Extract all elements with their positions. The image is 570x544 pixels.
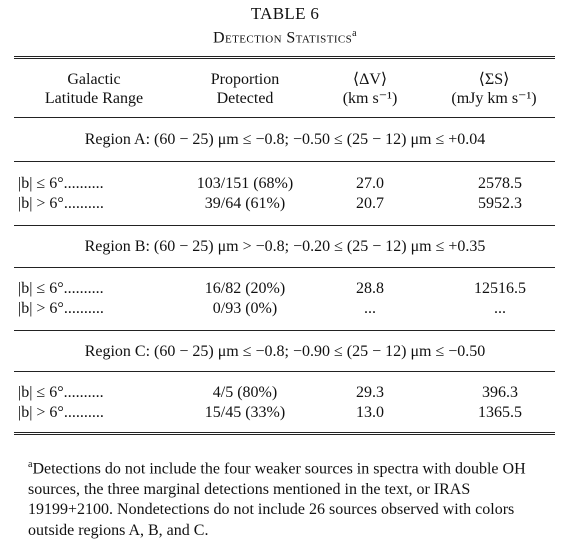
top-rule <box>14 56 555 59</box>
region-b-row1-dv: 28.8 <box>356 280 384 297</box>
region-a-end-rule <box>14 225 555 226</box>
region-c-row2-ss: 1365.5 <box>478 404 522 421</box>
region-c-row1-dv: 29.3 <box>356 384 384 401</box>
footnote-mark: a <box>28 459 33 470</box>
header-proportion-line1: Proportion <box>210 71 280 88</box>
region-b-label: Region B: (60 − 25) μm > −0.8; −0.20 ≤ (25 − 12) μm ≤ +0.35 <box>84 238 486 255</box>
region-c-row1-ss: 396.3 <box>482 384 518 401</box>
region-b-row2-ss: ... <box>494 300 506 317</box>
region-b-row1-lat: |b| ≤ 6°.......... <box>18 280 104 297</box>
region-a-row1-dv: 27.0 <box>356 175 384 192</box>
region-b-row1-prop: 16/82 (20%) <box>204 280 286 297</box>
region-b-end-rule <box>14 330 555 331</box>
region-a-label: Region A: (60 − 25) μm ≤ −0.8; −0.50 ≤ (25 − 12) μm ≤ +0.04 <box>84 131 486 148</box>
region-b-row2-dv: ... <box>364 300 376 317</box>
region-c-row2-prop: 15/45 (33%) <box>204 404 286 421</box>
header-rule <box>14 117 555 118</box>
header-dv-line1: ⟨ΔV⟩ <box>352 71 388 88</box>
header-latitude-line1: Galactic <box>67 71 121 88</box>
region-c-row1-prop: 4/5 (80%) <box>212 384 278 401</box>
region-a-row2-prop: 39/64 (61%) <box>204 195 286 212</box>
region-a-row1-ss: 2578.5 <box>478 175 522 192</box>
region-c-label: Region C: (60 − 25) μm ≤ −0.8; −0.90 ≤ (25 − 12) μm ≤ −0.50 <box>84 343 486 360</box>
region-a-row2-dv: 20.7 <box>356 195 384 212</box>
region-a-row2-lat: |b| > 6°.......... <box>18 195 104 212</box>
region-b-row1-ss: 12516.5 <box>474 280 526 297</box>
bottom-rule <box>14 432 555 435</box>
header-proportion-line2: Detected <box>216 90 274 107</box>
region-a-row2-ss: 5952.3 <box>478 195 522 212</box>
table-footnote <box>28 455 548 541</box>
header-ss-line1: ⟨ΣS⟩ <box>478 71 510 88</box>
footnote-text: Detections do not include the four weaker sources in spectra with double OH sources, the three marginal detections mentioned in the text, or IRAS 19199+2100. Nondetections do not include 26 sources observed with colors outside regions A, B, and C. <box>28 460 526 539</box>
region-b-row2-lat: |b| > 6°.......... <box>18 300 104 317</box>
region-c-row1-lat: |b| ≤ 6°.......... <box>18 384 104 401</box>
region-c-rule <box>14 371 555 372</box>
header-latitude-line2: Latitude Range <box>44 90 144 107</box>
table-title: TABLE 6 <box>250 4 320 23</box>
table-subtitle <box>0 28 570 47</box>
table-subtitle-text: Detection Statistics <box>213 29 353 47</box>
region-a-row1-lat: |b| ≤ 6°.......... <box>18 175 104 192</box>
subtitle-footnote-mark: a <box>352 28 357 39</box>
header-dv-line2: (km s⁻¹) <box>342 90 398 107</box>
region-c-row2-dv: 13.0 <box>356 404 384 421</box>
region-b-row2-prop: 0/93 (0%) <box>212 300 278 317</box>
header-dv <box>315 70 425 108</box>
header-ss-line2: (mJy km s⁻¹) <box>451 90 537 107</box>
region-b-rule <box>14 267 555 268</box>
header-latitude <box>14 70 174 108</box>
region-a-rule <box>14 161 555 162</box>
header-ss <box>430 70 558 108</box>
region-c-row2-lat: |b| > 6°.......... <box>18 404 104 421</box>
header-proportion <box>175 70 315 108</box>
region-a-row1-prop: 103/151 (68%) <box>196 175 294 192</box>
